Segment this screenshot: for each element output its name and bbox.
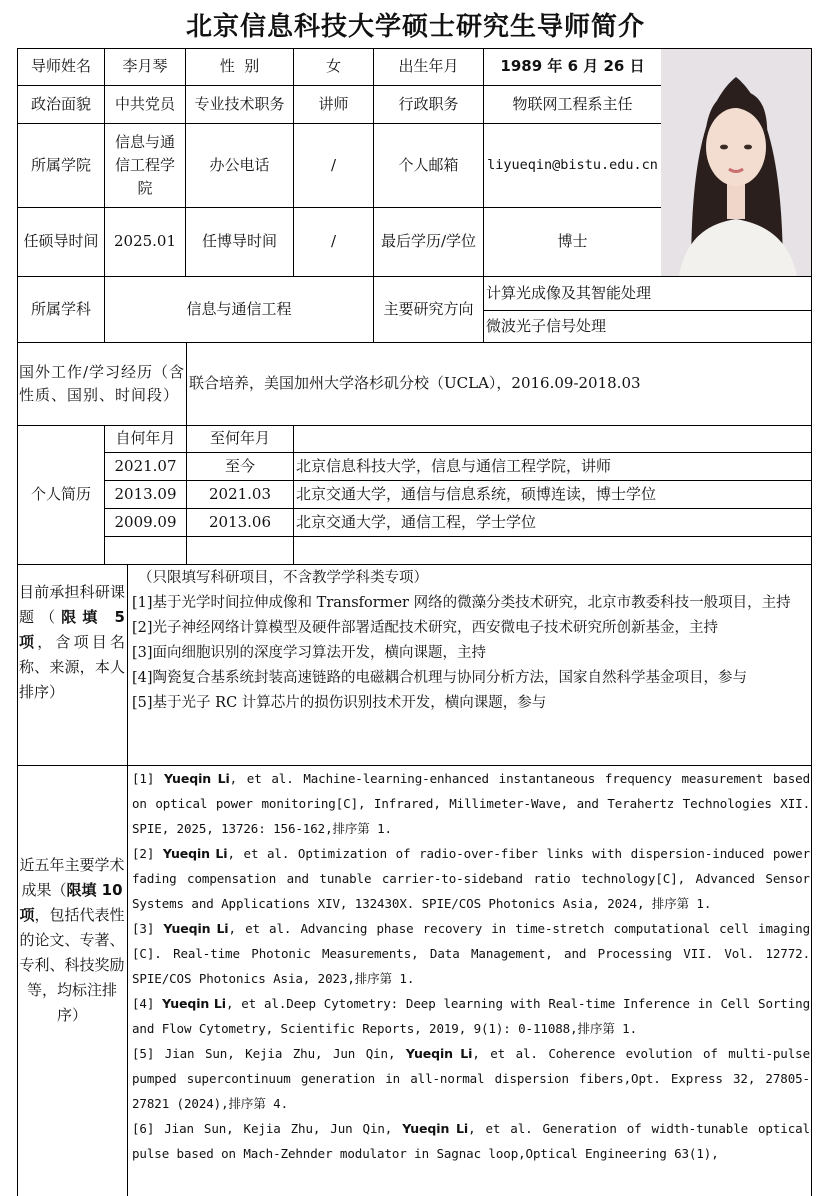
value-admin: 物联网工程系主任 xyxy=(512,94,633,113)
label-degree: 最后学历/学位 xyxy=(380,232,477,251)
value-gender: 女 xyxy=(325,57,341,76)
label-admin: 行政职务 xyxy=(398,94,459,113)
label-master-supervisor: 任硕导时间 xyxy=(23,232,99,251)
resume-from: 2009.09 xyxy=(114,512,177,531)
value-master-supervisor: 2025.01 xyxy=(113,232,177,251)
email-link[interactable]: liyueqin@bistu.edu.cn xyxy=(487,157,658,174)
value-birth: 1989 年 6 月 26 日 xyxy=(500,57,645,76)
achievement-item: [1] Yueqin Li, et al. Machine-learning-enhanced instantaneous frequency measurement based on optical power monitoring[C], Infrared, Millimeter-Wave, and Terahertz Technologies XII. SPIE, 2025, 13726: 156-162,排序第 1. xyxy=(132,771,810,836)
resume-to: 2013.06 xyxy=(208,512,272,531)
label-gender: 性 别 xyxy=(219,57,260,76)
achievement-item: [4] Yueqin Li, et al.Deep Cytometry: Deep learning with Real-time Inference in Cell Sorting and Flow Cytometry, Scientific Reports, 2019, 9(1): 0-11088,排序第 1. xyxy=(132,996,811,1036)
achievement-item: [5] Jian Sun, Kejia Zhu, Jun Qin, Yueqin Li, et al. Coherence evolution of multi-pulse pumped supercontinuum generation in all-normal dispersion fibers,Opt. Express 32, 27805-27821 (2024),排序第 4. xyxy=(132,1046,810,1111)
label-college: 所属学院 xyxy=(30,155,91,174)
resume-from: 2013.09 xyxy=(114,484,177,503)
label-phone: 办公电话 xyxy=(209,155,270,174)
value-discipline: 信息与通信工程 xyxy=(186,299,292,318)
resume-desc: 北京交通大学，通信工程，学士学位 xyxy=(296,512,537,531)
label-abroad: 国外工作/学习经历（含性质、国别、时间段） xyxy=(19,362,186,404)
resume-head-from: 自何年月 xyxy=(115,429,176,448)
project-item: [3]面向细胞识别的深度学习算法开发，横向课题，主持 xyxy=(132,645,487,661)
portrait-photo xyxy=(661,49,811,276)
achievement-item: [3] Yueqin Li, et al. Advancing phase recovery in time-stretch computational cell imaging [C]. Real-time Photonic Measurements, Data Management, and Processing VII. Vol. 12772. SPIE/COS Photonics Asia, 2023,排序第 1. xyxy=(132,921,810,986)
project-item: [5]基于光子 RC 计算芯片的损伤识别技术开发，横向课题，参与 xyxy=(132,695,547,711)
value-abroad: 联合培养，美国加州大学洛杉矶分校（UCLA），2016.09-2018.03 xyxy=(189,374,641,393)
achievement-item: [2] Yueqin Li, et al. Optimization of radio-over-fiber links with dispersion-induced power fading compensation and tunable carrier-to-sideband ratio technology[C], Advanced Sensor Systems and Applications XIV, 132430X. SPIE/COS Photonics Asia, 2024, 排序第 1. xyxy=(132,846,811,911)
label-achievements: 近五年主要学术成果（限填 10 项，包括代表性的论文、专著、专利、科技奖励等，均标注排序） xyxy=(19,856,125,1024)
portrait-icon xyxy=(661,49,811,276)
resume-to: 2021.03 xyxy=(208,484,272,503)
label-projects: 目前承担科研课题（限填 5 项，含项目名称、来源，本人排序） xyxy=(19,583,125,701)
resume-from: 2021.07 xyxy=(114,456,177,475)
label-birth: 出生年月 xyxy=(398,57,459,76)
page-title: 北京信息科技大学硕士研究生导师简介 xyxy=(185,12,645,42)
label-name: 导师姓名 xyxy=(30,57,91,76)
label-resume: 个人简历 xyxy=(30,485,91,504)
resume-head-to: 至何年月 xyxy=(209,429,270,448)
research-direction-1: 计算光成像及其智能处理 xyxy=(486,283,652,302)
resume-to: 至今 xyxy=(224,456,255,475)
project-item: [1]基于光学时间拉伸成像和 Transformer 网络的微藻分类技术研究，北京市教委科技一般项目，主持 xyxy=(132,595,791,611)
value-phd-supervisor: / xyxy=(330,232,337,251)
value-political: 中共党员 xyxy=(114,94,175,113)
project-item: [4]陶瓷复合基系统封装高速链路的电磁耦合机理与协同分析方法，国家自然科学基金项目，参与 xyxy=(132,670,748,686)
project-item: [2]光子神经网络计算模型及硬件部署适配技术研究，西安微电子技术研究所创新基金，主持 xyxy=(132,620,719,636)
resume-desc: 北京交通大学，通信与信息系统，硕博连读，博士学位 xyxy=(296,484,657,503)
achievement-item: [6] Jian Sun, Kejia Zhu, Jun Qin, Yueqin Li, et al. Generation of width-tunable optical pulse based on Mach-Zehnder modulator in Sagnac loop,Optical Engineering 63(1), xyxy=(132,1121,810,1161)
resume-desc: 北京信息科技大学，信息与通信工程学院，讲师 xyxy=(296,456,612,475)
achievements-content xyxy=(132,766,810,1166)
research-direction-2: 微波光子信号处理 xyxy=(486,316,607,335)
value-degree: 博士 xyxy=(557,232,588,251)
projects-note: （只限填写科研项目，不含教学学科类专项） xyxy=(138,570,428,586)
value-phone: / xyxy=(330,155,337,174)
value-title: 讲师 xyxy=(318,94,349,113)
label-discipline: 所属学科 xyxy=(30,299,91,318)
value-college: 信息与通信工程学院 xyxy=(114,132,175,198)
label-email: 个人邮箱 xyxy=(398,155,459,174)
label-research: 主要研究方向 xyxy=(383,299,474,318)
label-political: 政治面貌 xyxy=(30,94,91,113)
label-phd-supervisor: 任博导时间 xyxy=(201,232,277,251)
projects-content xyxy=(132,566,810,716)
value-name: 李月琴 xyxy=(122,57,168,76)
label-title: 专业技术职务 xyxy=(194,94,285,113)
